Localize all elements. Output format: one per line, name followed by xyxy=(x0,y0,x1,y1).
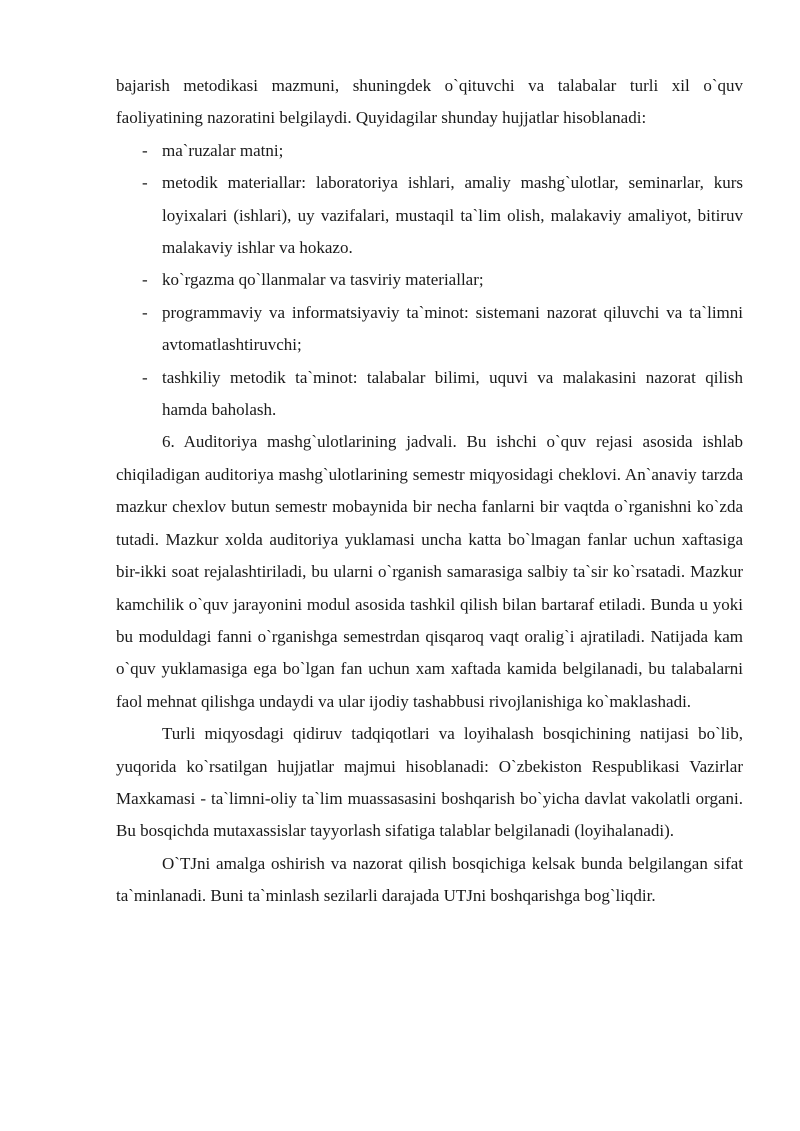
list-dash: - xyxy=(142,173,148,193)
list-item-text: tashkiliy metodik ta`minot: talabalar bilimi, uquvi va malakasini nazorat qilish hamda baholash. xyxy=(162,367,743,420)
list-item xyxy=(116,362,743,427)
list-dash: - xyxy=(142,140,148,160)
list-item-text: ma`ruzalar matni; xyxy=(162,140,284,160)
list-item xyxy=(116,167,743,264)
paragraph-auditorium-schedule: 6. Auditoriya mashg`ulotlarining jadvali. Bu ishchi o`quv rejasi asosida ishlab chiqiladigan auditoriya mashg`ulotlarining semestr miqyosidagi cheklovi. An`anaviy tarzda mazkur chexlov butun semestr mobaynida bir necha fanlarni bir vaqtda o`rganishni ko`zda tutadi. Mazkur xolda auditoriya yuklamasi uncha katta bo`lmagan fanlar uchun xaftasiga bir-ikki soat rejalashtiriladi, bu ularni o`rganish samarasiga salbiy ta`sir ko`rsatadi. Mazkur kamchilik o`quv jarayonini modul asosida tashkil qilish bilan bartaraf etiladi. Bunda u yoki bu moduldagi fanni o`rganishga semestrdan qisqaroq vaqt oralig`i ajratiladi. Natijada kam o`quv yuklamasiga ega bo`lgan fan uchun xam xaftada kamida belgilanadi, bu talabalarni faol mehnat qilishga undaydi va ular ijodiy tashabbusi rivojlanishiga ko`maklashadi. xyxy=(116,432,743,711)
intro-paragraph: bajarish metodikasi mazmuni, shuningdek o`qituvchi va talabalar turli xil o`quv faoliyatining nazoratini belgilaydi. Quyidagilar shunday hujjatlar hisoblanadi: xyxy=(116,76,743,128)
document-page xyxy=(116,70,743,913)
list-dash: - xyxy=(142,270,148,290)
list-item xyxy=(116,264,743,296)
list-dash: - xyxy=(142,302,148,322)
paragraph-research-results: Turli miqyosdagi qidiruv tadqiqotlari va loyihalash bosqichining natijasi bo`lib, yuqorida ko`rsatilgan hujjatlar majmui hisoblanadi: O`zbekiston Respublikasi Vazirlar Maxkamasi - ta`limni-oliy ta`lim muassasasini boshqarish bo`yicha davlat vakolatli organi. Bu bosqichda mutaxassislar tayyorlash sifatiga talablar belgilanadi (loyihalanadi). xyxy=(116,724,743,841)
documents-list xyxy=(116,135,743,427)
list-item-text: metodik materiallar: laboratoriya ishlari, amaliy mashg`ulotlar, seminarlar, kurs loyixalari (ishlari), uy vazifalari, mustaqil ta`lim olish, malakaviy amaliyot, bitiruv malakaviy ishlar va hokazo. xyxy=(162,173,743,258)
list-item xyxy=(116,135,743,167)
list-item xyxy=(116,297,743,362)
list-dash: - xyxy=(142,367,148,387)
paragraph-implementation: O`TJni amalga oshirish va nazorat qilish bosqichiga kelsak bunda belgilangan sifat ta`minlanadi. Buni ta`minlash sezilarli darajada UTJni boshqarishga bog`liqdir. xyxy=(116,853,743,906)
list-item-text: ko`rgazma qo`llanmalar va tasviriy materiallar; xyxy=(162,270,484,290)
list-item-text: programmaviy va informatsiyaviy ta`minot: sistemani nazorat qiluvchi va ta`limni avtomatlashtiruvchi; xyxy=(162,302,743,355)
